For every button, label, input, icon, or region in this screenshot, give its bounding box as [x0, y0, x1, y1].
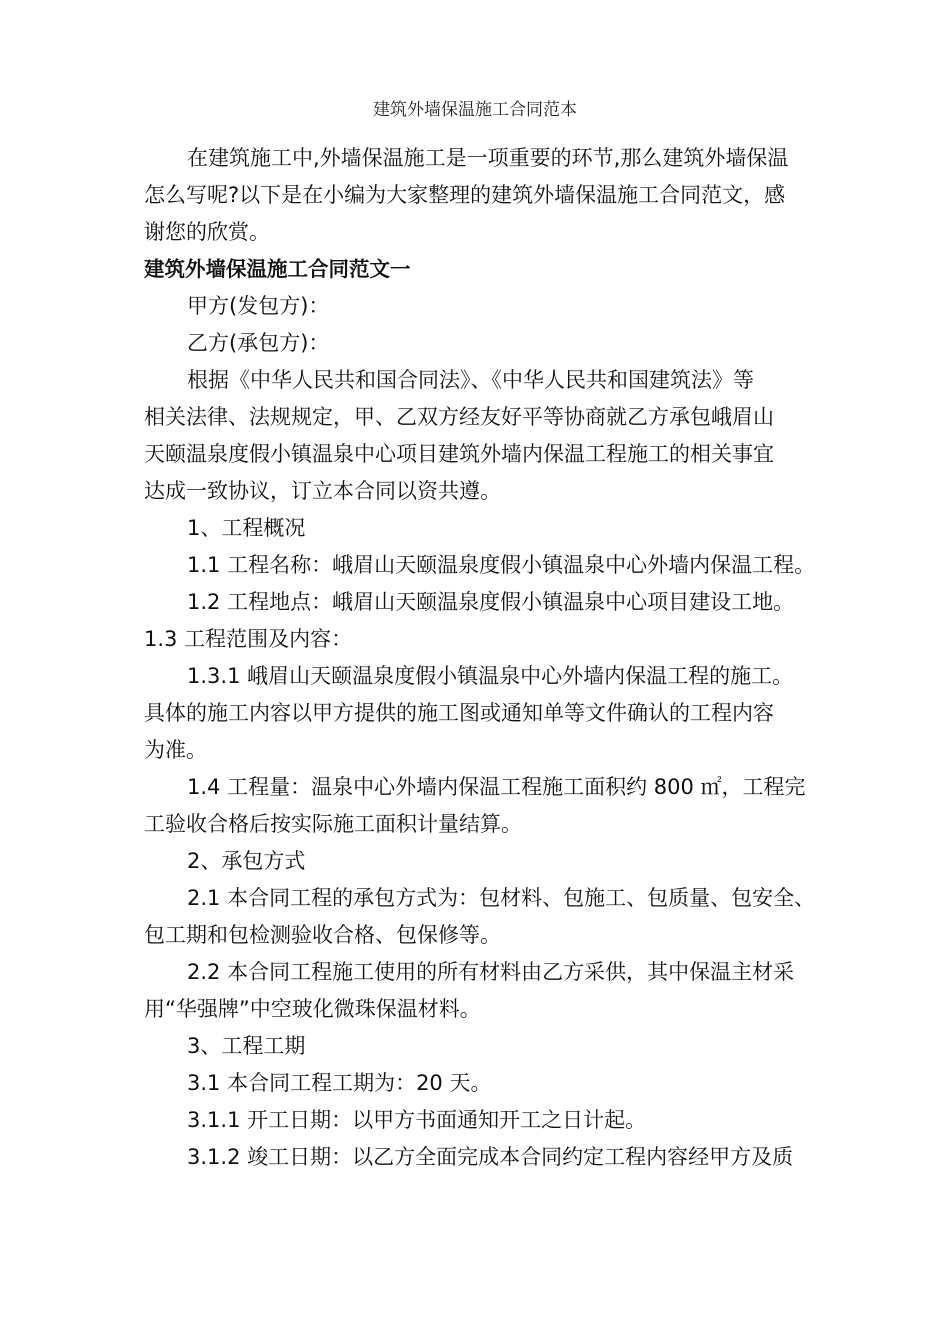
paragraph-line: 1.4 工程量：温泉中心外墙内保温工程施工面积约 800 ㎡，工程完 — [187, 775, 806, 799]
paragraph-line: 1.3 工程范围及内容： — [144, 627, 353, 651]
paragraph-line: 2.1 本合同工程的承包方式为：包材料、包施工、包质量、包安全、 — [187, 886, 816, 910]
paragraph-line: 2.2 本合同工程施工使用的所有材料由乙方采供，其中保温主材采 — [187, 960, 795, 984]
paragraph-line: 1.1 工程名称：峨眉山天颐温泉度假小镇温泉中心外墙内保温工程。 — [187, 553, 816, 577]
document-title: 建筑外墙保温施工合同范本 — [373, 100, 577, 120]
paragraph-line: 3、工程工期 — [187, 1034, 306, 1058]
paragraph-line: 根据《中华人民共和国合同法》、《中华人民共和国建筑法》等 — [187, 368, 754, 392]
paragraph-line: 甲方(发包方)： — [187, 294, 330, 318]
paragraph-line: 天颐温泉度假小镇温泉中心项目建筑外墙内保温工程施工的相关事宜 — [144, 442, 774, 466]
paragraph-line: 在建筑施工中,外墙保温施工是一项重要的环节,那么建筑外墙保温 — [187, 146, 789, 170]
document-body — [144, 140, 824, 1176]
paragraph-line: 包工期和包检测验收合格、包保修等。 — [144, 923, 501, 947]
paragraph-line: 2、承包方式 — [187, 849, 306, 873]
paragraph-line: 3.1.1 开工日期：以甲方书面通知开工之日计起。 — [187, 1108, 647, 1132]
paragraph-line: 工验收合格后按实际施工面积计量结算。 — [144, 812, 522, 836]
paragraph-line: 具体的施工内容以甲方提供的施工图或通知单等文件确认的工程内容 — [144, 701, 774, 725]
paragraph-line: 用“华强牌”中空玻化微珠保温材料。 — [144, 997, 481, 1021]
paragraph-line: 乙方(承包方)： — [187, 331, 330, 355]
paragraph-line: 1.2 工程地点：峨眉山天颐温泉度假小镇温泉中心项目建设工地。 — [187, 590, 795, 614]
paragraph-line: 3.1.2 竣工日期：以乙方全面完成本合同约定工程内容经甲方及质 — [187, 1145, 794, 1169]
paragraph-line: 谢您的欣赏。 — [144, 220, 270, 244]
paragraph-line: 相关法律、法规规定，甲、乙双方经友好平等协商就乙方承包峨眉山 — [144, 405, 774, 429]
paragraph-line: 1.3.1 峨眉山天颐温泉度假小镇温泉中心外墙内保温工程的施工。 — [187, 664, 794, 688]
paragraph-line: 达成一致协议，订立本合同以资共遵。 — [144, 479, 501, 503]
paragraph-line: 为准。 — [144, 738, 207, 762]
paragraph-line: 1、工程概况 — [187, 516, 306, 540]
section-heading: 建筑外墙保温施工合同范文一 — [144, 257, 411, 281]
paragraph-line: 怎么写呢?以下是在小编为大家整理的建筑外墙保温施工合同范文，感 — [144, 183, 786, 207]
paragraph-line: 3.1 本合同工程工期为：20 天。 — [187, 1071, 492, 1095]
